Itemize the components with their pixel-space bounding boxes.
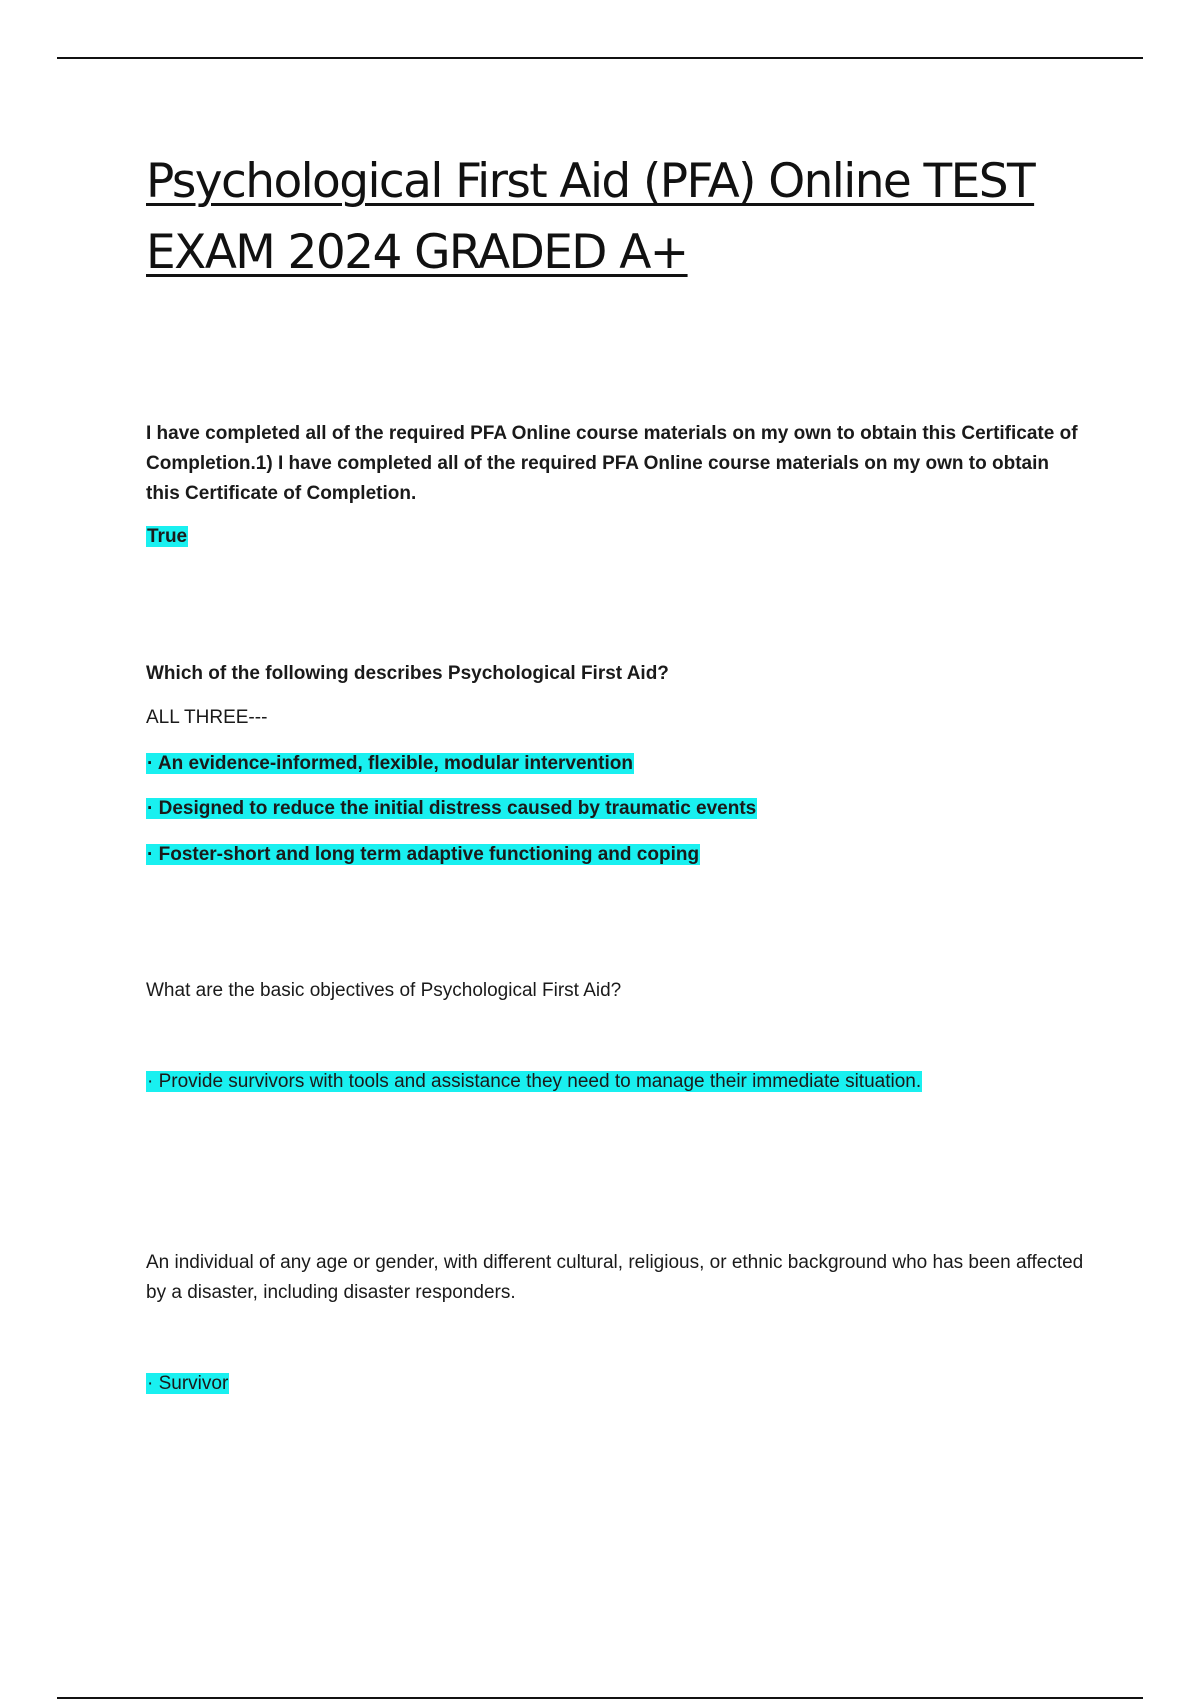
question-2: Which of the following describes Psychological First Aid?	[146, 663, 669, 684]
top-rule	[57, 57, 1143, 59]
question-4: An individual of any age or gender, with different cultural, religious, or ethnic background who has been affected by a disaster, including disaster responders.	[146, 1252, 1084, 1303]
answer-4-highlight: · Survivor	[147, 1373, 229, 1394]
answer-2-option-3-highlight: · Foster-short and long term adaptive functioning and coping	[147, 844, 700, 865]
answer-2-option-1	[146, 749, 1086, 779]
question-3: What are the basic objectives of Psychological First Aid?	[146, 980, 622, 1001]
answer-3	[146, 1067, 1086, 1097]
answer-2-option-2	[146, 794, 1086, 824]
answer-3-highlight: · Provide survivors with tools and assistance they need to manage their immediate situation.	[147, 1071, 922, 1092]
answer-4	[146, 1369, 1086, 1399]
answer-2-option-2-highlight: · Designed to reduce the initial distress caused by traumatic events	[147, 798, 757, 819]
question-1: I have completed all of the required PFA Online course materials on my own to obtain this Certificate of Completion.1) I have completed all of the required PFA Online course materials on my own to obtain this Certificate of Completion.	[146, 423, 1078, 504]
answer-2-option-3	[146, 840, 1086, 870]
answer-2-option-1-highlight: · An evidence-informed, flexible, modular intervention	[147, 753, 633, 774]
answer-1-highlight: True	[147, 526, 188, 547]
question-2-note: ALL THREE---	[146, 707, 268, 728]
document-title: Psychological First Aid (PFA) Online TEST EXAM 2024 GRADED A+	[146, 154, 1035, 280]
answer-1	[146, 522, 1086, 552]
bottom-rule	[57, 1697, 1143, 1699]
